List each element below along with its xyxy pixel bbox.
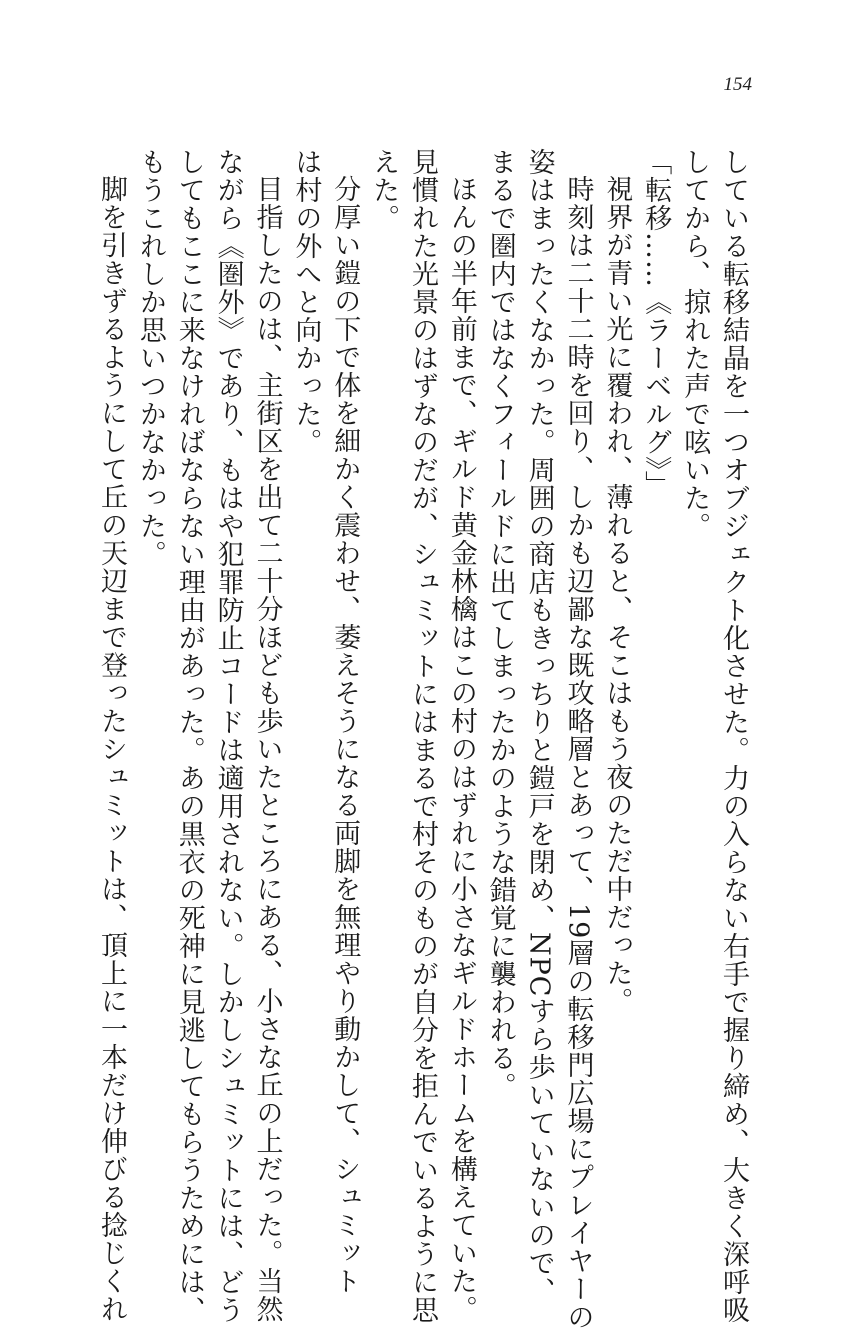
text-line: もうこれしか思いつかなかった。: [134, 148, 166, 568]
text-line: まるで圏内ではなくフィールドに出てしまったかのような錯覚に襲われる。: [484, 148, 516, 1100]
page-number: 154: [723, 74, 752, 95]
text-line: ほんの半年前まで、ギルド黄金林檎はこの村のはずれに小さなギルドホームを構えていた。: [445, 175, 477, 1323]
text-line: 「転移……《ラーベルグ》」: [640, 148, 672, 499]
text-line: 目指したのは、主街区を出て二十分ほども歩いたところにある、小さな丘の上だった。当然: [251, 175, 283, 1323]
text-line: 脚を引きずるようにして丘の天辺まで登ったシュミットは、頂上に一本だけ伸びる捻じくれ: [96, 175, 127, 1323]
text-line: してもここに来なければならない理由があった。あの黒衣の死神に見逃してもらうためには、: [173, 148, 205, 1324]
text-line: している転移結晶を一つオブジェクト化させた。力の入らない右手で握り締め、大きく深呼吸: [718, 148, 749, 1324]
text-line: 姿はまったくなかった。周囲の商店もきっちりと鎧戸を閉め、NPCすら歩いていないので、: [523, 148, 555, 1306]
text-line: 見慣れた光景のはずなのだが、シュミットにはまるで村そのものが自分を拒んでいるように思: [407, 148, 438, 1324]
text-line: 分厚い鎧の下で体を細かく震わせ、萎えそうになる両脚を無理やり動かして、シュミット: [329, 175, 361, 1295]
text-line: 視界が青い光に覆われ、薄れると、そこはもう夜のただ中だった。: [601, 175, 633, 1015]
text-line: えた。: [368, 148, 400, 232]
text-line: ながら《圏外》であり、もはや犯罪防止コードは適用されない。しかしシュミットには、どう: [212, 148, 244, 1324]
text-line: は村の外へと向かった。: [290, 148, 322, 456]
text-line: 時刻は二十二時を回り、しかも辺鄙な既攻略層とあって、19層の転移門広場にプレイヤーの: [562, 175, 594, 1331]
text-line: してから、掠れた声で呟いた。: [679, 148, 711, 540]
vertical-text-body: [92, 148, 752, 1331]
